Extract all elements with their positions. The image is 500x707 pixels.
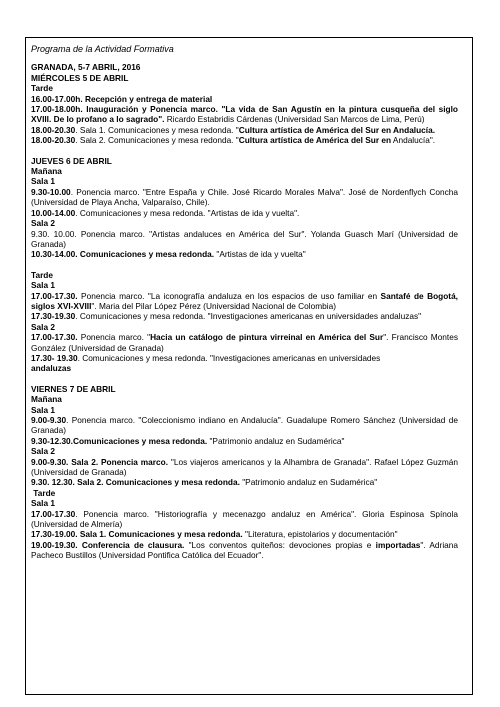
entry-time: 17.30- 19.30 [31,352,78,363]
room-sala2: Sala 2 [31,218,55,229]
entry-comunicaciones [31,208,458,218]
entry-bold: Hacia un catálogo de pintura virreinal en América del Sur [150,332,384,343]
entry-ponencia [31,415,458,436]
program-content [31,44,458,561]
room-sala1: Sala 1 [31,176,55,187]
entry-comunicaciones [31,436,458,446]
entry-time: 17.30-19.30 [31,311,76,322]
entry-clausura [31,540,458,561]
day-heading-1: MIÉRCOLES 5 DE ABRIL [31,72,129,83]
entry-text: "Patrimonio andaluz en Sudamérica" [239,477,378,488]
entry-text: . Sala 2. Comunicaciones y mesa redonda. " [75,135,239,146]
entry-ponencia [31,187,458,208]
room-sala1: Sala 1 [31,280,55,291]
day-heading-2: JUEVES 6 DE ABRIL [31,155,112,166]
room-sala1: Sala 1 [31,404,55,415]
entry-text: . Ponencia marco. "Historiografía y mecenazgo andaluz en América". Gloria Espinosa Spínola (Universidad de Almería) [31,508,458,530]
entry-text: . Ponencia marco. "Coleccionismo indiano en Andalucía". Guadalupe Romero Sánchez (Universidad de Granada) [31,415,458,436]
entry-ponencia [31,457,458,478]
session-tarde-3: Tarde [31,487,56,498]
entry-text: . Comunicaciones y mesa redonda. "Investigaciones americanas en universidades [77,352,381,363]
entry-bold: andaluzas [31,363,72,374]
entry-text: Andalucía". [391,135,436,146]
entry-text: . Sala 1. Comunicaciones y mesa redonda. " [75,124,239,135]
entry-bold: Cultura artística de América del Sur en [238,135,392,146]
entry-sala1-d1 [31,125,458,135]
entry-ponencia [31,291,458,312]
entry-bold: 9.30. 12.30. Sala 2. Comunicaciones y mesa redonda. [31,477,240,488]
entry-bold: 17.00-18.00h. Inauguración y Ponencia marco. "La vida de San Agustín en la pintura cusqueña del siglo XVIII. De lo profano a lo sagrado". [31,104,458,125]
entry-comunicaciones [31,353,458,374]
entry-text: Ponencia marco. "La iconografía andaluza en los espacios de uso familiar en [77,290,381,301]
entry-text: . Comunicaciones y mesa redonda. "Artistas de ida y vuelta". [75,207,300,218]
entry-text: "Los viajeros americanos y la Alhambra de Granada". Rafael López Guzmán (Universidad de Granada) [31,456,458,478]
session-tarde-1: Tarde [31,83,53,94]
entry-text: . Comunicaciones y mesa redonda. "Investigaciones americanas en universidades andaluzas" [75,311,422,322]
entry-text: "Los conventos quiteños: devociones propias e [184,539,376,550]
entry-recepcion: 16.00-17.00h. Recepción y entrega de material [31,93,213,104]
entry-text: ". Francisco Montes González (Universidad de Granada) [31,332,458,353]
day-heading-3: VIERNES 7 DE ABRIL [31,383,116,394]
entry-ponencia: 9.30. 10.00. Ponencia marco. "Artistas andaluces en América del Sur". Yolanda Guasch Marí (Universidad de Granada) [31,228,458,249]
entry-bold: Cultura artística de América del Sur en Andalucía. [238,124,436,135]
session-manana-2: Mañana [31,166,62,177]
entry-text: . Ponencia marco. "Entre España y Chile. José Ricardo Morales Malva". José de Nordenflych Concha (Universidad de Playa Ancha, Valparaíso, Chile). [31,186,458,208]
entry-time: 9.00-9.30 [31,415,67,425]
entry-bold: 9.00-9.30. Sala 2. Ponencia marco. [31,456,169,467]
entry-comunicaciones [31,477,458,487]
entry-bold: 19.00-19.30. Conferencia de clausura. [31,539,185,550]
session-tarde-2: Tarde [31,269,53,280]
entry-time: 17.00-17.30 [31,508,76,519]
entry-sala2-d1 [31,135,458,145]
entry-ponencia [31,509,458,530]
session-manana-3: Mañana [31,394,62,405]
entry-text: "Artistas de ida y vuelta" [214,249,306,260]
entry-bold: importadas [375,539,421,550]
entry-bold: 9.30-12.30.Comunicaciones y mesa redonda. [31,435,208,446]
entry-bold: 10.30-14.00. Comunicaciones y mesa redonda. [31,249,215,260]
room-sala2: Sala 2 [31,446,55,457]
entry-time: 10.00-14.00 [31,207,76,218]
entry-text: ". Maria del Pilar López Pérez (Universidad Nacional de Colombia) [91,300,336,311]
entry-time: 17.00-17.30. [31,290,78,301]
room-sala2: Sala 2 [31,321,55,332]
entry-text: Ponencia marco. " [77,332,151,343]
entry-text: "Literatura, epistolarios y documentación" [242,529,398,540]
entry-text: ". Adriana Pacheco Bustillos (Universidad Pontifica Católica del Ecuador". [31,539,458,561]
entry-time: 17.00-17.30. [31,332,78,343]
place-dates: GRANADA, 5-7 ABRIL, 2016 [31,62,141,73]
entry-comunicaciones [31,529,458,539]
entry-comunicaciones [31,249,458,259]
entry-text: "Patrimonio andaluz en Sudamérica" [207,435,345,446]
entry-text: Ricardo Estabridis Cárdenas (Universidad San Marcos de Lima, Perú) [164,114,425,125]
document-title: Programa de la Actividad Formativa [31,44,174,54]
entry-ponencia [31,332,458,353]
entry-inauguracion [31,104,458,125]
entry-time: 18.00-20.30 [31,124,76,135]
entry-bold: 17.30-19.00. Sala 1. Comunicaciones y mesa redonda. [31,529,243,540]
entry-comunicaciones [31,311,458,321]
entry-time: 18.00-20.30 [31,135,76,146]
room-sala1: Sala 1 [31,498,55,509]
entry-time: 9.30-10.00 [31,186,71,197]
entry-bold: Santafé de Bogotá, siglos XVI-XVIII [31,290,458,311]
